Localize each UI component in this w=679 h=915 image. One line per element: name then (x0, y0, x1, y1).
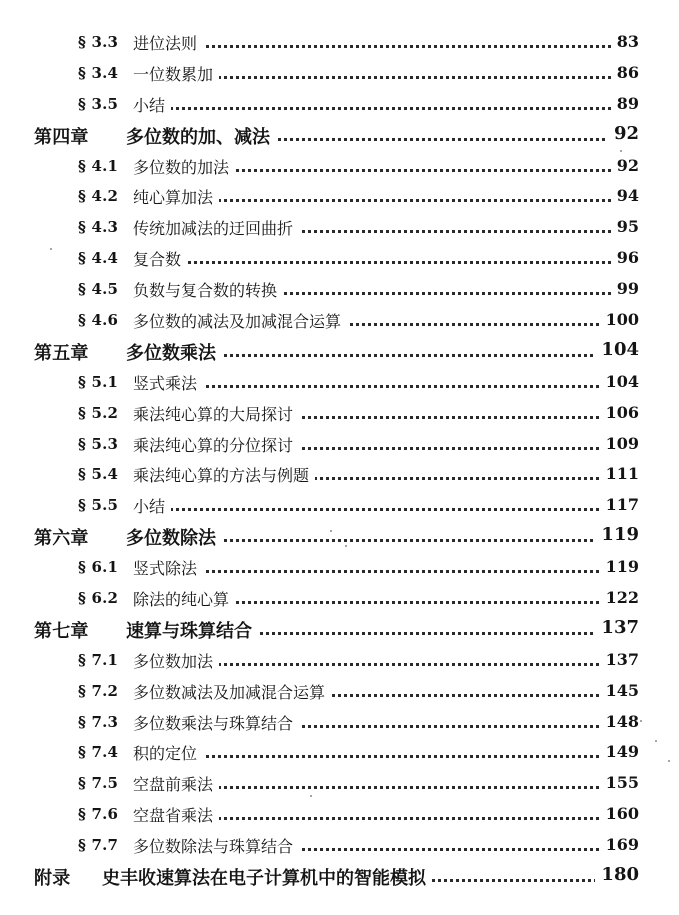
toc-section-row (0, 305, 679, 336)
page-number: 137 (595, 617, 639, 638)
page-number: 89 (611, 94, 639, 113)
section-number: § 6.2 (78, 589, 119, 608)
section-title: 纯心算加法 (133, 185, 219, 208)
toc-section-row (0, 768, 679, 799)
page-number: 145 (600, 681, 639, 700)
section-title: 进位法则 (133, 31, 203, 54)
chapter-number: 第六章 (34, 528, 89, 550)
section-title: 多位数减法及加减混合运算 (133, 680, 331, 703)
page-number: 96 (611, 248, 639, 267)
section-number: § 7.4 (78, 743, 119, 762)
toc-section-row (0, 552, 679, 583)
dot-leader (133, 385, 617, 388)
page-number: 83 (611, 32, 639, 51)
page-number: 92 (608, 123, 639, 144)
section-number: § 5.4 (78, 465, 119, 484)
section-title: 小结 (133, 93, 171, 116)
section-title: 多位数除法与珠算结合 (133, 834, 299, 857)
chapter-number: 第四章 (34, 126, 89, 148)
page-number: 104 (600, 372, 639, 391)
section-number: § 7.5 (78, 774, 119, 793)
scan-speck (310, 795, 312, 797)
chapter-title: 多位数乘法 (126, 339, 222, 365)
dot-leader (133, 755, 617, 758)
section-number: § 3.5 (78, 94, 119, 113)
toc-section-row (0, 274, 679, 305)
section-title: 一位数累加 (133, 62, 219, 85)
section-number: § 3.3 (78, 33, 119, 51)
page-number: 180 (595, 864, 639, 885)
page-number: 148 (600, 712, 639, 731)
section-title: 乘法纯心算的分位探讨 (133, 433, 299, 456)
dot-leader (133, 261, 617, 264)
section-title: 空盘前乘法 (133, 772, 219, 795)
section-title: 负数与复合数的转换 (133, 278, 283, 301)
toc-section-row (0, 645, 679, 676)
section-number: § 7.6 (78, 805, 119, 824)
dot-leader (133, 570, 617, 573)
page-number: 119 (600, 557, 639, 576)
toc-chapter-row (0, 120, 679, 151)
section-title: 多位数乘法与珠算结合 (133, 711, 299, 734)
page-number: 122 (600, 588, 639, 607)
section-title: 多位数的加法 (133, 155, 235, 178)
scan-speck (640, 720, 642, 722)
scan-speck (50, 248, 52, 250)
toc-chapter-row (0, 614, 679, 645)
chapter-number: 第五章 (34, 342, 89, 364)
section-number: § 4.2 (78, 187, 119, 206)
section-title: 传统加减法的迂回曲折 (133, 216, 299, 239)
section-title: 乘法纯心算的大局探讨 (133, 402, 299, 425)
page-number: 155 (600, 773, 639, 792)
page-number: 100 (600, 310, 639, 329)
toc-chapter-row (0, 521, 679, 552)
page-number: 137 (600, 650, 639, 669)
toc-section-row (0, 799, 679, 830)
toc-section-row (0, 212, 679, 243)
scan-speck (345, 545, 347, 547)
page-number: 119 (595, 524, 639, 545)
chapter-title: 速算与珠算结合 (126, 617, 258, 643)
toc-chapter-row (0, 336, 679, 367)
page-number: 109 (600, 434, 639, 453)
section-number: § 7.3 (78, 712, 119, 731)
section-number: § 4.3 (78, 218, 119, 237)
section-title: 小结 (133, 494, 171, 517)
scan-speck (620, 150, 622, 152)
toc-section-row (0, 367, 679, 398)
section-number: § 4.1 (78, 156, 119, 175)
toc-section-row (0, 27, 679, 58)
chapter-title: 多位数的加、减法 (126, 123, 276, 149)
page-number: 111 (600, 464, 639, 483)
toc-section-row (0, 459, 679, 490)
section-number: § 4.5 (78, 280, 119, 299)
toc-list (0, 27, 679, 892)
toc-section-row (0, 398, 679, 429)
toc-section-row (0, 429, 679, 460)
section-number: § 3.4 (78, 63, 119, 82)
page-number: 104 (595, 339, 639, 360)
section-number: § 5.5 (78, 496, 119, 515)
section-number: § 7.2 (78, 681, 119, 700)
section-title: 复合数 (133, 247, 187, 270)
page-number: 99 (611, 279, 639, 298)
chapter-title: 多位数除法 (126, 524, 222, 550)
page-number: 117 (600, 495, 639, 514)
dot-leader (133, 45, 617, 48)
section-number: § 4.4 (78, 249, 119, 268)
page-number: 169 (600, 835, 639, 854)
page-number: 86 (611, 63, 639, 82)
section-number: § 6.1 (78, 558, 119, 577)
section-title: 竖式除法 (133, 556, 203, 579)
dot-leader (133, 107, 617, 110)
page-number: 92 (611, 156, 639, 175)
toc-section-row (0, 151, 679, 182)
section-number: § 5.3 (78, 434, 119, 453)
section-title: 空盘省乘法 (133, 803, 219, 826)
section-number: § 5.1 (78, 372, 119, 391)
section-title: 积的定位 (133, 741, 203, 764)
page-number: 95 (611, 217, 639, 236)
section-title: 除法的纯心算 (133, 587, 235, 610)
section-number: § 7.7 (78, 836, 119, 855)
page-number: 160 (600, 804, 639, 823)
section-title: 竖式乘法 (133, 371, 203, 394)
toc-section-row (0, 583, 679, 614)
scan-speck (668, 760, 670, 762)
section-title: 多位数加法 (133, 649, 219, 672)
toc-section-row (0, 243, 679, 274)
chapter-number: 第七章 (34, 620, 89, 642)
dot-leader (133, 508, 617, 511)
chapter-title: 史丰收速算法在电子计算机中的智能模拟 (102, 864, 432, 890)
section-number: § 4.6 (78, 311, 119, 330)
toc-section-row (0, 58, 679, 89)
page-number: 94 (611, 186, 639, 205)
section-number: § 7.1 (78, 650, 119, 669)
scan-speck (330, 530, 332, 532)
scan-speck (655, 740, 657, 742)
toc-section-row (0, 490, 679, 521)
page-number: 106 (600, 403, 639, 422)
section-title: 乘法纯心算的方法与例题 (133, 463, 315, 486)
page-number: 149 (600, 742, 639, 761)
toc-section-row (0, 707, 679, 738)
section-number: § 5.2 (78, 403, 119, 422)
toc-section-row (0, 89, 679, 120)
toc-chapter-row (0, 861, 679, 892)
chapter-number: 附录 (34, 868, 71, 890)
toc-section-row (0, 181, 679, 212)
toc-section-row (0, 737, 679, 768)
toc-section-row (0, 830, 679, 861)
toc-section-row (0, 676, 679, 707)
section-title: 多位数的减法及加减混合运算 (133, 309, 347, 332)
